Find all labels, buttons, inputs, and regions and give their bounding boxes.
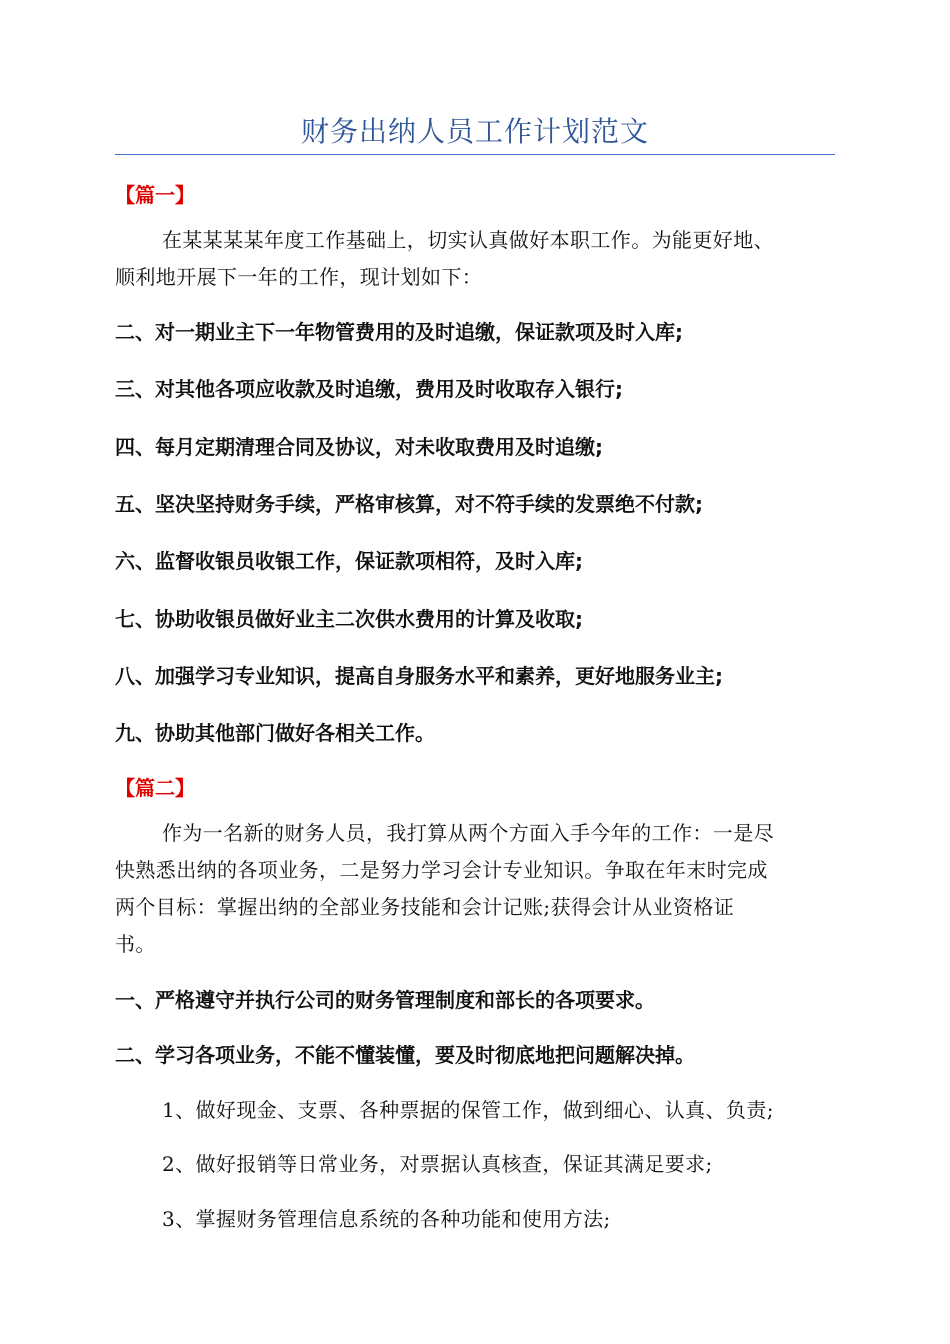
- section1-item-6: 六、监督收银员收银工作，保证款项相符，及时入库;: [115, 549, 583, 573]
- section2-item-2: 二、学习各项业务，不能不懂装懂，要及时彻底地把问题解决掉。: [115, 1043, 695, 1067]
- section2-intro-line-4: 书。: [115, 932, 156, 956]
- section1-item-3: 三、对其他各项应收款及时追缴，费用及时收取存入银行;: [115, 377, 623, 401]
- section1-intro-line-1: 在某某某某年度工作基础上，切实认真做好本职工作。为能更好地、: [162, 228, 774, 252]
- section2-subitem-2: 2、做好报销等日常业务，对票据认真核查，保证其满足要求;: [162, 1152, 713, 1176]
- section1-item-5: 五、坚决坚持财务手续，严格审核算，对不符手续的发票绝不付款;: [115, 492, 703, 516]
- section2-intro-line-1: 作为一名新的财务人员，我打算从两个方面入手今年的工作：一是尽: [162, 821, 774, 845]
- section1-item-2: 二、对一期业主下一年物管费用的及时追缴，保证款项及时入库;: [115, 320, 683, 344]
- section1-item-7: 七、协助收银员做好业主二次供水费用的计算及收取;: [115, 607, 583, 631]
- section1-intro-line-2: 顺利地开展下一年的工作，现计划如下：: [115, 265, 483, 289]
- section1-heading: 【篇一】: [115, 183, 195, 207]
- section2-heading: 【篇二】: [115, 776, 195, 800]
- section1-item-4: 四、每月定期清理合同及协议，对未收取费用及时追缴;: [115, 435, 603, 459]
- document-title: 财务出纳人员工作计划范文: [300, 115, 649, 148]
- section2-subitem-1: 1、做好现金、支票、各种票据的保管工作，做到细心、认真、负责;: [162, 1098, 774, 1122]
- section2-subitem-3: 3、掌握财务管理信息系统的各种功能和使用方法;: [162, 1207, 611, 1231]
- section2-intro-line-3: 两个目标：掌握出纳的全部业务技能和会计记账;获得会计从业资格证: [115, 895, 735, 919]
- title-underline: [115, 154, 835, 155]
- section1-item-9: 九、协助其他部门做好各相关工作。: [115, 721, 435, 745]
- section2-item-1: 一、严格遵守并执行公司的财务管理制度和部长的各项要求。: [115, 988, 655, 1012]
- section2-intro-line-2: 快熟悉出纳的各项业务，二是努力学习会计专业知识。争取在年末时完成: [115, 858, 768, 882]
- section1-item-8: 八、加强学习专业知识，提高自身服务水平和素养，更好地服务业主;: [115, 664, 723, 688]
